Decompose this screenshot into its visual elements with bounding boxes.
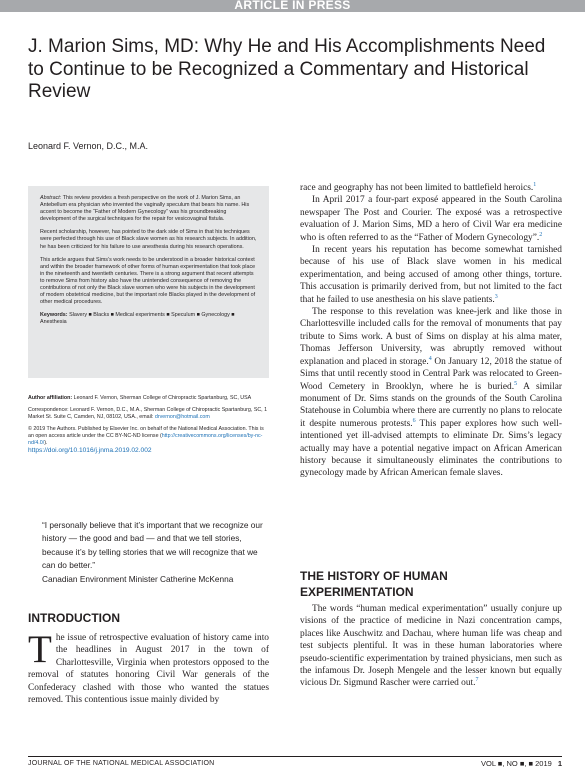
citation-ref[interactable]: 6	[412, 417, 416, 424]
journal-name: JOURNAL OF THE NATIONAL MEDICAL ASSOCIATION	[28, 760, 215, 767]
history-paragraph-1	[300, 603, 562, 690]
abstract-box	[28, 186, 269, 378]
citation-ref[interactable]: 7	[475, 677, 479, 684]
copyright-notice	[28, 426, 269, 455]
abstract-paragraph-1	[40, 195, 257, 223]
keywords-label: Keywords:	[40, 312, 68, 319]
citation-ref[interactable]: 5	[514, 380, 518, 387]
citation-ref[interactable]: 1	[533, 182, 537, 188]
banner-text: ARTICLE IN PRESS	[234, 0, 351, 12]
p1-text: In April 2017 a four-part exposé appeared in the South Carolina newspaper The Post and Courier. The exposé was a retrospective evaluation of J. Marion Sims, MD a hero of Civil War era medicine who is often referred to as the “Father of Modern Gynecology”.	[300, 195, 562, 243]
abstract-paragraph-3: This article argues that Sims’s work needs to be understood in a broader historical context and within the broader framework of other forms of human experimentation that took place in the nineteenth and twentieth centuries. There is a strong argument that recent attempts to remove Sims from history also have the unintended consequence of removing the contributions of not only the Black slave women who were his subjects in the development of modern obstetrical medicine, but the important role Blacks played in the development of other medical procedures.	[40, 256, 256, 306]
copyright-text: © 2019 The Authors. Published by Elsevier Inc. on behalf of the National Medical Association. This is an open access article under the CC BY-NC-ND license (	[28, 426, 264, 439]
drop-cap: T	[28, 628, 52, 671]
p3d-text: This paper explores how such well-intentioned yet ill-advised attempts to eliminate Dr. Sims’s legacy actually may have a potential negative impact on African American history because it simultaneously eliminates the contributions to gynecology made by African American female slaves.	[300, 418, 562, 479]
license-link[interactable]: http://creativecommons.org/licenses/by-nc-nd/4.0/	[28, 433, 263, 446]
volume-info: VOL ■, NO ■, ■ 2019	[480, 759, 552, 768]
epigraph-quote	[42, 519, 272, 586]
right-column-body	[300, 182, 562, 480]
issue-info	[481, 759, 562, 768]
p0-text: race and geography has not been limited to battlefield heroics.	[300, 183, 534, 193]
p3a-text: The response to this revelation was knee-jerk and like those in Charlottesville included calls for the removal of monuments that pay tribute to Sims work. A bust of Sims on display at his alma mater, Thomas Jefferson University, was abruptly removed without explanation and placed in storage.	[300, 307, 562, 367]
article-in-press-banner	[0, 0, 585, 12]
article-title: J. Marion Sims, MD: Why He and His Accomplishments Need to Continue to be Recognized a Commentary and Historical Review	[28, 36, 546, 102]
citation-ref[interactable]: 3	[494, 293, 498, 300]
keywords-list: Slavery ■ Blacks ■ Medical experiments ■ Speculum ■ Gynecology ■ Anesthesia	[40, 312, 235, 326]
article-info	[28, 395, 269, 460]
quote-text: “I personally believe that it’s important that we recognize our history — the good and bad — and that we tell stories, because it’s by telling stories that we will recognize that we can do better.”	[42, 520, 263, 571]
abstract-paragraph-2: Recent scholarship, however, has pointed to the dark side of Sims in that his techniques were perfected through his use of Black slave women as his research subjects. In addition, he has been criticized for his failure to use anesthesia during his research operations.	[40, 229, 257, 250]
affiliation-text: Leonard F. Vernon, Sherman College of Chiropractic Spartanburg, SC, USA	[73, 395, 252, 401]
introduction-paragraph	[28, 628, 269, 706]
author-affiliation	[28, 395, 269, 402]
body-paragraph-2	[300, 244, 562, 306]
history-text: The words “human medical experimentation” usually conjure up visions of the practice of medicine in Nazi concentration camps, places like Auschwitz and Dachau, where human life was cheap and test subjects plentiful. It was in these human laboratories where pseudo-scientific experimentation by trained physicians, men such as the infamous Dr. Joseph Mengele and the lesser known but equally vicious Dr. Sigmund Rascher were carried out.	[300, 604, 562, 689]
citation-ref[interactable]: 4	[428, 355, 432, 362]
body-paragraph-1	[300, 194, 562, 244]
introduction-heading: INTRODUCTION	[28, 611, 120, 625]
keywords	[40, 312, 257, 326]
p3c-text: A similar monument of Dr. Sims stands on the grounds of the South Carolina Statehouse in Columbia where there are currently no plans to relocate it despite numerous protests.	[300, 381, 563, 429]
footer-rule	[28, 756, 562, 757]
affiliation-label: Author affiliation:	[28, 395, 73, 401]
body-paragraph-3	[300, 306, 562, 480]
citation-ref[interactable]: 2	[539, 231, 543, 238]
copyright-end: ).	[44, 440, 48, 446]
abstract-text-1: This review provides a fresh perspective on the work of J. Marion Sims, an Antebellum era physician who invented the vaginally speculum that bears his name. His accent to become the “Father of Modern Gynecology” was his groundbreaking development of the surgical techniques for the repair for vesicovaginal fistula.	[40, 195, 250, 223]
history-heading: THE HISTORY OF HUMAN EXPERIMENTATION	[300, 569, 448, 599]
introduction-body	[28, 628, 269, 706]
correspondence	[28, 407, 269, 421]
p2-text: In recent years his reputation has become somewhat tarnished because of his use of Black slave women in his medical experimentation, and being accused of among other things, torture. This accusation is primarily derived from, but not limited to the fact that he failed to use anesthesia on his slave patients.	[300, 245, 562, 305]
correspondence-text: Correspondence: Leonard F. Vernon, D.C., M.A., Sherman College of Chiropractic Spartanburg, SC, 1 Market St. Suite C, Camden, NJ, 08102, USA., email:	[28, 407, 268, 420]
p3b-text: On January 12, 2018 the statue of Sims that until recently stood in Central Park was relocated to Green-Wood Cemetery in Brooklyn, where he is buried.	[300, 356, 562, 392]
page-number: 1	[557, 759, 562, 768]
introduction-text: he issue of retrospective evaluation of history came into the headlines in August 2017 in the town of Charlottesville, Virginia when protestors opposed to the removal of statutes honoring Civil War generals of the Confederacy clashed with those who wanted the statues removed. This contentious issue mainly divided by	[28, 633, 269, 706]
body-paragraph-0	[300, 182, 562, 194]
author-line: Leonard F. Vernon, D.C., M.A.	[28, 141, 149, 151]
doi-link[interactable]: https://doi.org/10.1016/j.jnma.2019.02.002	[28, 447, 152, 454]
email-link[interactable]: drvernon@hotmail.com	[154, 414, 210, 420]
history-body	[300, 603, 562, 690]
quote-attribution: Canadian Environment Minister Catherine McKenna	[42, 573, 234, 584]
abstract-label: Abstract:	[40, 195, 62, 201]
